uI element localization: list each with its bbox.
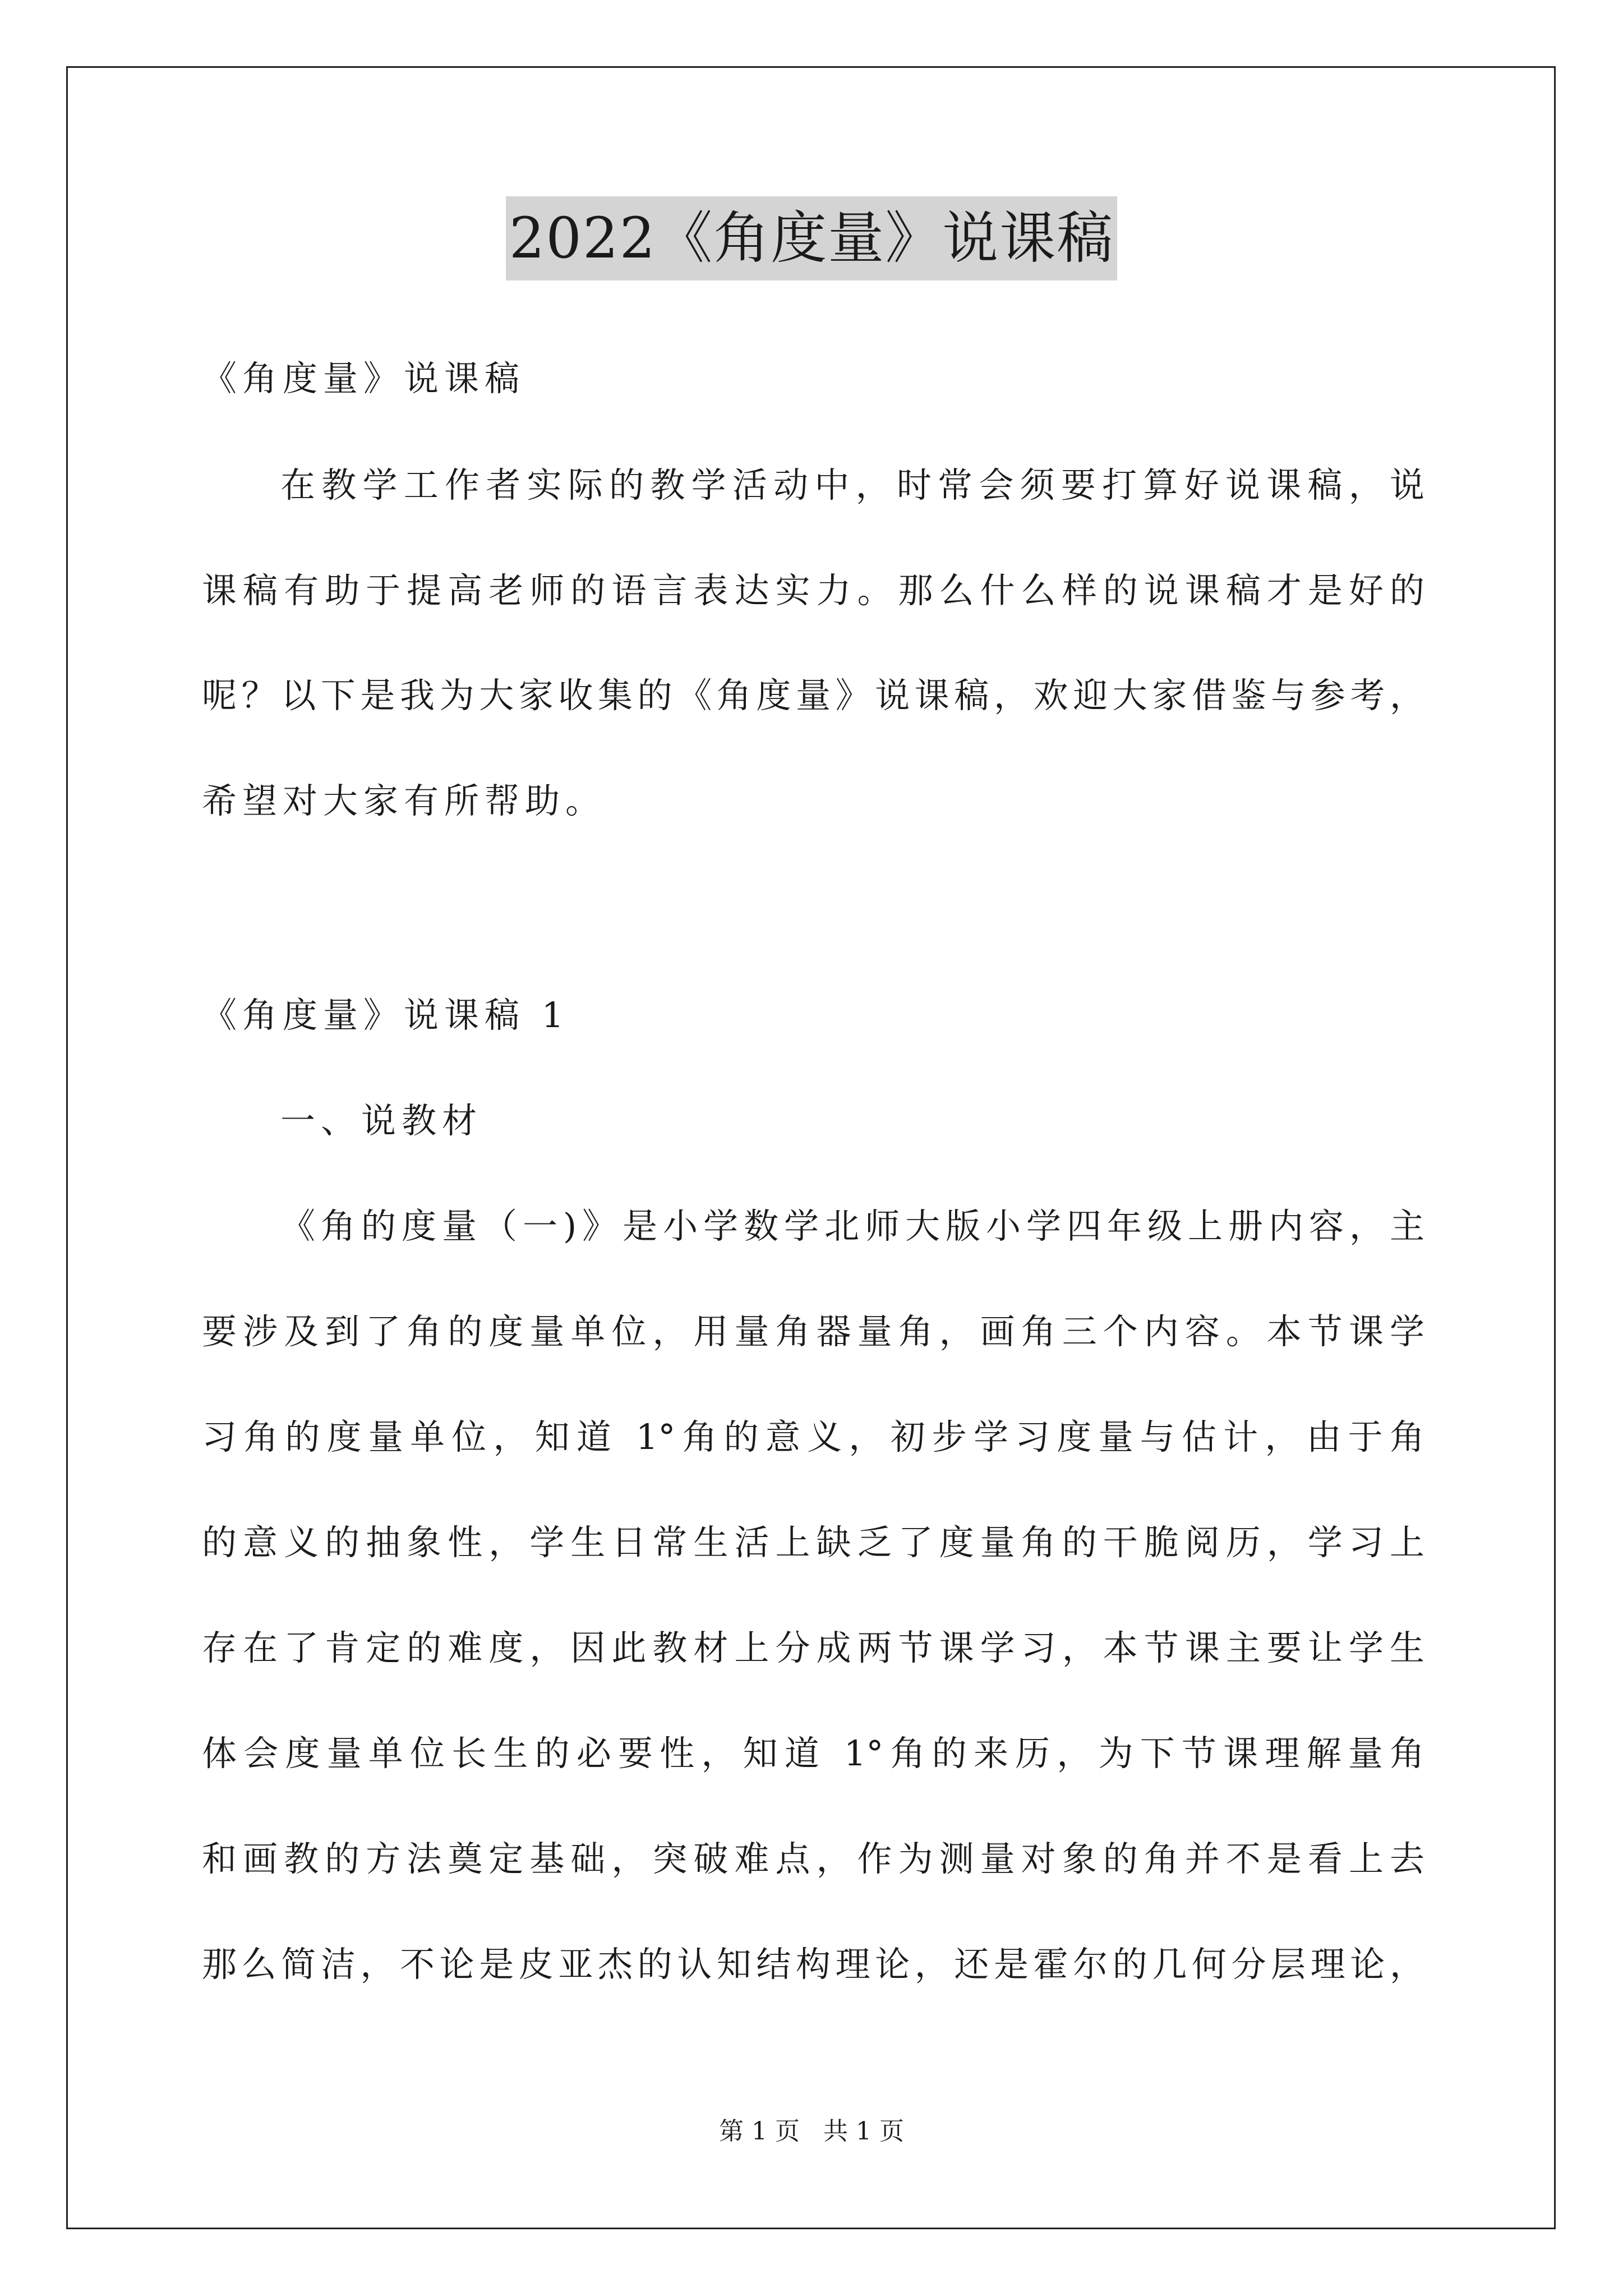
body-line-6: 体会度量单位长生的必要性，知道 1°角的来历，为下节课理解量角: [202, 1733, 1424, 1774]
heading-jiaocai: 一、说教材: [280, 1100, 483, 1141]
document-title: 2022《角度量》说课稿: [506, 196, 1118, 280]
body-line-1: 《角的度量（一)》是小学数学北师大版小学四年级上册内容，主: [280, 1205, 1424, 1246]
body-line-5: 存在了肯定的难度，因此教材上分成两节课学习，本节课主要让学生: [202, 1627, 1424, 1668]
body-line-2: 要涉及到了角的度量单位，用量角器量角，画角三个内容。本节课学: [202, 1311, 1424, 1352]
body-line-8: 那么简洁，不论是皮亚杰的认知结构理论，还是霍尔的几何分层理论，: [202, 1944, 1424, 1985]
title-container: [0, 196, 1623, 280]
body-line-4: 的意义的抽象性，学生日常生活上缺乏了度量角的干脆阅历，学习上: [202, 1522, 1424, 1563]
section-title: 《角度量》说课稿 1: [202, 995, 570, 1036]
intro-line-1: 在教学工作者实际的教学活动中，时常会须要打算好说课稿，说: [280, 464, 1424, 505]
body-line-7: 和画教的方法奠定基础，突破难点，作为测量对象的角并不是看上去: [202, 1838, 1424, 1879]
page-footer: 第 1 页 共 1 页: [719, 2117, 904, 2146]
intro-line-2: 课稿有助于提高老师的语言表达实力。那么什么样的说课稿才是好的: [202, 570, 1424, 611]
body-line-3: 习角的度量单位，知道 1°角的意义，初步学习度量与估计，由于角: [202, 1416, 1424, 1457]
intro-line-3: 呢？以下是我为大家收集的《角度量》说课稿，欢迎大家借鉴与参考，: [202, 675, 1424, 716]
intro-line-4: 希望对大家有所帮助。: [202, 780, 606, 821]
subtitle: 《角度量》说课稿: [202, 358, 525, 399]
